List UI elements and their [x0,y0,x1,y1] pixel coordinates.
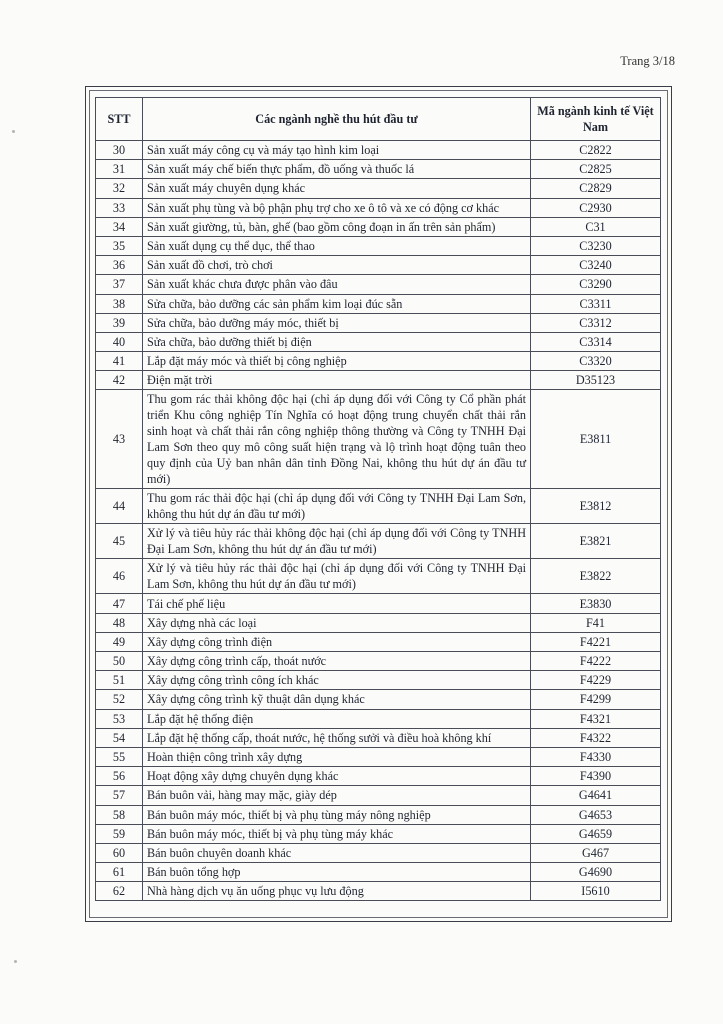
row-economic-code: E3821 [531,524,661,559]
row-economic-code: C2822 [531,141,661,160]
scan-speck [12,130,15,133]
row-stt: 59 [96,824,143,843]
table-row [96,256,661,275]
row-stt: 52 [96,690,143,709]
row-economic-code: F4222 [531,652,661,671]
table-row [96,524,661,559]
row-economic-code: C2829 [531,179,661,198]
row-stt: 39 [96,313,143,332]
row-economic-code: F4229 [531,671,661,690]
table-row [96,352,661,371]
row-economic-code: C3320 [531,352,661,371]
table-row [96,294,661,313]
row-industry-name: Lắp đặt hệ thống điện [143,709,531,728]
table-row [96,313,661,332]
table-row [96,671,661,690]
row-industry-name: Sửa chữa, bảo dưỡng các sản phẩm kim loại đúc sẵn [143,294,531,313]
row-economic-code: E3812 [531,489,661,524]
row-industry-name: Sản xuất dụng cụ thể dục, thể thao [143,236,531,255]
table-row [96,371,661,390]
row-economic-code: C31 [531,217,661,236]
row-economic-code: C3290 [531,275,661,294]
row-economic-code: E3822 [531,559,661,594]
row-economic-code: G4690 [531,863,661,882]
row-stt: 31 [96,160,143,179]
scan-speck [14,960,17,963]
row-economic-code: E3830 [531,594,661,613]
row-industry-name: Sản xuất máy chuyên dụng khác [143,179,531,198]
row-industry-name: Hoàn thiện công trình xây dựng [143,747,531,766]
table-row [96,179,661,198]
row-industry-name: Xây dựng công trình kỹ thuật dân dụng khác [143,690,531,709]
table-row [96,824,661,843]
row-economic-code: C3230 [531,236,661,255]
row-industry-name: Thu gom rác thải không độc hại (chỉ áp dụng đối với Công ty Cổ phần phát triển Khu công nghiệp Tín Nghĩa có hoạt động trung chuyển chất thải rắn sinh hoạt và chất thải rắn công nghiệp thông thường và Công ty TNHH Đại Lam Sơn theo quy mô công suất hiện trạng và lộ trình hoạt động tuân theo quy định của Uỷ ban nhân dân tỉnh Đồng Nai, không thu hút dự án đầu tư mới) [143,390,531,489]
row-stt: 36 [96,256,143,275]
row-stt: 30 [96,141,143,160]
row-industry-name: Bán buôn vải, hàng may mặc, giày dép [143,786,531,805]
table-row [96,728,661,747]
row-economic-code: F4322 [531,728,661,747]
row-economic-code: G4641 [531,786,661,805]
table-body [96,141,661,901]
table-row [96,594,661,613]
row-stt: 45 [96,524,143,559]
table-row [96,236,661,255]
header-code: Mã ngành kinh tế Việt Nam [531,98,661,141]
row-stt: 47 [96,594,143,613]
table-row [96,767,661,786]
row-stt: 60 [96,843,143,862]
table-row [96,652,661,671]
row-economic-code: C2930 [531,198,661,217]
row-industry-name: Xây dựng nhà các loại [143,613,531,632]
industry-table [95,97,661,901]
table-row [96,275,661,294]
row-industry-name: Lắp đặt hệ thống cấp, thoát nước, hệ thống sưởi và điều hoà không khí [143,728,531,747]
row-industry-name: Bán buôn máy móc, thiết bị và phụ tùng máy khác [143,824,531,843]
row-industry-name: Lắp đặt máy móc và thiết bị công nghiệp [143,352,531,371]
table-row [96,559,661,594]
row-economic-code: I5610 [531,882,661,901]
row-stt: 55 [96,747,143,766]
row-industry-name: Sản xuất giường, tủ, bàn, ghế (bao gồm công đoạn in ấn trên sản phẩm) [143,217,531,236]
row-industry-name: Xây dựng công trình điện [143,632,531,651]
row-economic-code: E3811 [531,390,661,489]
row-stt: 40 [96,332,143,351]
row-stt: 44 [96,489,143,524]
row-economic-code: G4659 [531,824,661,843]
row-economic-code: D35123 [531,371,661,390]
row-industry-name: Sửa chữa, bảo dưỡng thiết bị điện [143,332,531,351]
row-stt: 50 [96,652,143,671]
row-stt: 48 [96,613,143,632]
row-stt: 56 [96,767,143,786]
row-economic-code: C3240 [531,256,661,275]
row-industry-name: Xây dựng công trình cấp, thoát nước [143,652,531,671]
table-row [96,843,661,862]
table-row [96,632,661,651]
row-stt: 43 [96,390,143,489]
row-industry-name: Tái chế phế liệu [143,594,531,613]
row-industry-name: Bán buôn chuyên doanh khác [143,843,531,862]
row-stt: 58 [96,805,143,824]
row-stt: 42 [96,371,143,390]
page-number: Trang 3/18 [620,54,675,68]
row-economic-code: C2825 [531,160,661,179]
row-industry-name: Sản xuất phụ tùng và bộ phận phụ trợ cho xe ô tô và xe có động cơ khác [143,198,531,217]
row-economic-code: F4390 [531,767,661,786]
table-row [96,217,661,236]
row-economic-code: C3311 [531,294,661,313]
header-stt: STT [96,98,143,141]
row-economic-code: G4653 [531,805,661,824]
table-row [96,613,661,632]
row-industry-name: Xử lý và tiêu hủy rác thải không độc hại (chỉ áp dụng đối với Công ty TNHH Đại Lam Sơn, không thu hút dự án đầu tư mới) [143,524,531,559]
table-row [96,141,661,160]
row-economic-code: F4299 [531,690,661,709]
table-row [96,690,661,709]
row-industry-name: Sản xuất đồ chơi, trò chơi [143,256,531,275]
row-economic-code: C3314 [531,332,661,351]
row-industry-name: Xây dựng công trình công ích khác [143,671,531,690]
row-industry-name: Sản xuất khác chưa được phân vào đâu [143,275,531,294]
row-stt: 46 [96,559,143,594]
table-row [96,198,661,217]
row-economic-code: C3312 [531,313,661,332]
table-row [96,747,661,766]
row-industry-name: Sản xuất máy chế biến thực phẩm, đồ uống và thuốc lá [143,160,531,179]
row-economic-code: F4330 [531,747,661,766]
row-industry-name: Thu gom rác thải độc hại (chỉ áp dụng đối với Công ty TNHH Đại Lam Sơn, không thu hút dự án đầu tư mới) [143,489,531,524]
row-industry-name: Sửa chữa, bảo dưỡng máy móc, thiết bị [143,313,531,332]
row-stt: 54 [96,728,143,747]
row-economic-code: F41 [531,613,661,632]
row-industry-name: Sản xuất máy công cụ và máy tạo hình kim loại [143,141,531,160]
table-row [96,863,661,882]
row-stt: 33 [96,198,143,217]
row-stt: 32 [96,179,143,198]
row-stt: 37 [96,275,143,294]
table-row [96,882,661,901]
row-industry-name: Bán buôn tổng hợp [143,863,531,882]
table-header-row [96,98,661,141]
row-stt: 41 [96,352,143,371]
row-stt: 34 [96,217,143,236]
row-stt: 62 [96,882,143,901]
row-stt: 35 [96,236,143,255]
row-stt: 57 [96,786,143,805]
row-stt: 51 [96,671,143,690]
table-row [96,332,661,351]
row-economic-code: F4321 [531,709,661,728]
row-economic-code: G467 [531,843,661,862]
row-industry-name: Điện mặt trời [143,371,531,390]
row-industry-name: Nhà hàng dịch vụ ăn uống phục vụ lưu động [143,882,531,901]
row-industry-name: Bán buôn máy móc, thiết bị và phụ tùng máy nông nghiệp [143,805,531,824]
table-row [96,786,661,805]
table-row [96,489,661,524]
table-row [96,390,661,489]
row-stt: 49 [96,632,143,651]
row-stt: 61 [96,863,143,882]
table-row [96,160,661,179]
row-stt: 38 [96,294,143,313]
row-economic-code: F4221 [531,632,661,651]
row-stt: 53 [96,709,143,728]
row-industry-name: Hoạt động xây dựng chuyên dụng khác [143,767,531,786]
header-industry: Các ngành nghề thu hút đầu tư [143,98,531,141]
table-row [96,709,661,728]
table-row [96,805,661,824]
row-industry-name: Xử lý và tiêu hủy rác thải độc hại (chỉ áp dụng đối với Công ty TNHH Đại Lam Sơn, không thu hút dự án đầu tư mới) [143,559,531,594]
